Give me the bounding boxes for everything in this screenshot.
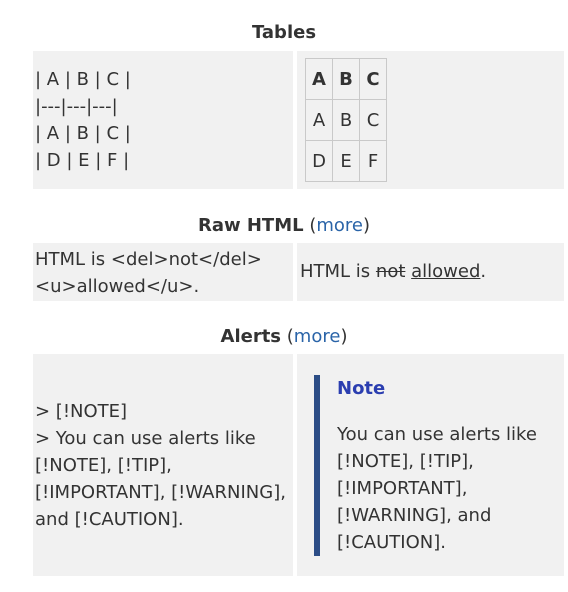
tables-source-line: | D | E | F | [35, 150, 130, 171]
note-alert-line: You can use alerts like [337, 424, 537, 445]
note-alert-line: [!NOTE], [!TIP], [337, 451, 474, 472]
alerts-source-line: and [!CAUTION]. [35, 509, 184, 530]
table-row [306, 100, 387, 141]
raw-html-rendered-strikethrough: not [375, 261, 406, 282]
raw-html-heading [0, 214, 568, 238]
tables-source-line: | A | B | C | [35, 123, 131, 144]
raw-html-rendered-suffix: . [480, 261, 487, 282]
table-cell: E [333, 141, 360, 182]
raw-html-paren-close: ) [363, 215, 371, 236]
note-alert [314, 375, 549, 556]
rendered-table [305, 58, 387, 182]
alerts-source-line: > You can use alerts like [35, 428, 256, 449]
raw-html-paren-open: ( [309, 215, 317, 236]
alerts-source-cell [33, 354, 293, 576]
note-alert-line: [!CAUTION]. [337, 532, 446, 553]
raw-html-rendered-cell [297, 243, 564, 301]
alerts-paren-close: ) [340, 326, 348, 347]
table-header-cell: B [333, 59, 360, 100]
raw-html-title: Raw HTML [197, 215, 304, 236]
alerts-paren-open: ( [286, 326, 294, 347]
raw-html-source-line: HTML is <del>not</del> [35, 249, 262, 270]
note-alert-title: Note [337, 378, 386, 399]
raw-html-rendered-underline: allowed [411, 261, 481, 282]
table-cell: F [360, 141, 387, 182]
alerts-source-line: [!IMPORTANT], [!WARNING], [35, 482, 286, 503]
alerts-title: Alerts [220, 326, 282, 347]
alerts-more-link[interactable]: more [293, 326, 341, 347]
table-header-row [306, 59, 387, 100]
note-alert-line: [!WARNING], and [337, 505, 492, 526]
alerts-source-line: > [!NOTE] [35, 401, 128, 422]
tables-source-line: |---|---|---| [35, 96, 118, 117]
note-alert-body [337, 421, 549, 556]
alerts-source-line: [!NOTE], [!TIP], [35, 455, 172, 476]
raw-html-source-line: <u>allowed</u>. [35, 276, 200, 297]
table-header-cell: C [360, 59, 387, 100]
raw-html-rendered-prefix: HTML is [300, 261, 376, 282]
table-cell: C [360, 100, 387, 141]
note-alert-line: [!IMPORTANT], [337, 478, 468, 499]
tables-source-line: | A | B | C | [35, 69, 131, 90]
tables-title: Tables [251, 22, 317, 43]
table-cell: A [306, 100, 333, 141]
raw-html-more-link[interactable]: more [316, 215, 363, 236]
table-header-cell: A [306, 59, 333, 100]
raw-html-source-cell [33, 243, 293, 301]
table-cell: B [333, 100, 360, 141]
table-cell: D [306, 141, 333, 182]
alerts-heading [0, 325, 568, 349]
tables-heading [0, 21, 568, 45]
table-row [306, 141, 387, 182]
tables-source-cell [33, 51, 293, 189]
